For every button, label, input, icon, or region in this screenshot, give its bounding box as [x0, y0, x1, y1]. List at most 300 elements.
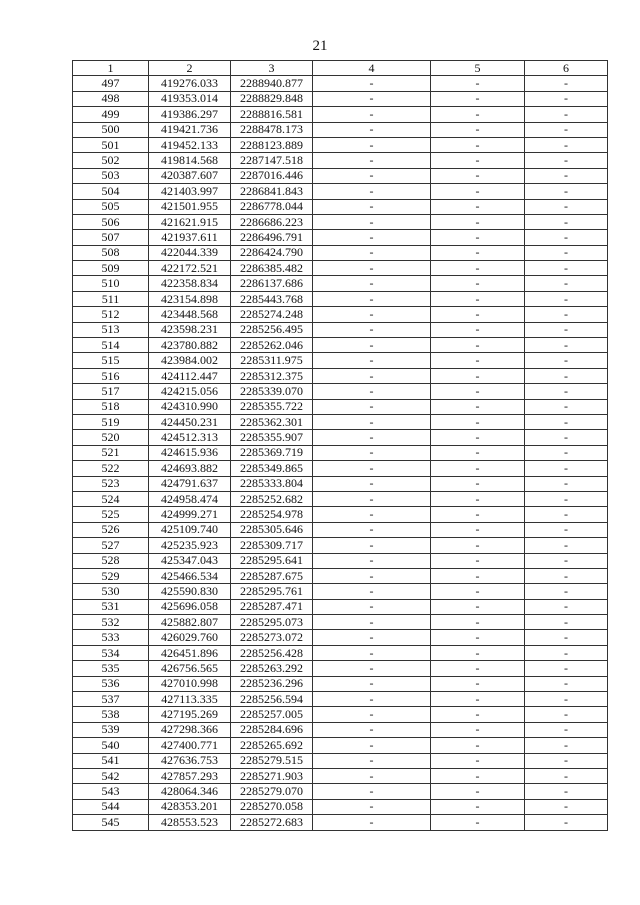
- table-cell-col-6: -: [525, 815, 608, 830]
- table-cell-col-1: 520: [73, 430, 149, 445]
- table-cell-col-2: 426756.565: [149, 661, 231, 676]
- table-cell-col-6: -: [525, 199, 608, 214]
- table-cell-col-3: 2285257.005: [231, 707, 313, 722]
- table-cell-col-2: 423598.231: [149, 322, 231, 337]
- table-cell-col-1: 515: [73, 353, 149, 368]
- table-cell-col-6: -: [525, 322, 608, 337]
- table-cell-col-5: -: [431, 522, 525, 537]
- table-cell-col-4: -: [313, 384, 431, 399]
- table-cell-col-3: 2285295.761: [231, 584, 313, 599]
- table-cell-col-3: 2285287.675: [231, 568, 313, 583]
- table-row: [73, 430, 608, 445]
- table-cell-col-5: -: [431, 461, 525, 476]
- table-cell-col-4: -: [313, 491, 431, 506]
- table-cell-col-1: 526: [73, 522, 149, 537]
- table-cell-col-4: -: [313, 738, 431, 753]
- table-cell-col-2: 425347.043: [149, 553, 231, 568]
- table-cell-col-2: 425696.058: [149, 599, 231, 614]
- table-row: [73, 584, 608, 599]
- table-cell-col-1: 500: [73, 122, 149, 137]
- table-cell-col-6: -: [525, 137, 608, 152]
- table-cell-col-6: -: [525, 645, 608, 660]
- table-cell-col-3: 2285309.717: [231, 538, 313, 553]
- table-cell-col-2: 419452.133: [149, 137, 231, 152]
- table-row: [73, 692, 608, 707]
- table-cell-col-4: -: [313, 599, 431, 614]
- table-row: [73, 476, 608, 491]
- table-cell-col-3: 2288816.581: [231, 107, 313, 122]
- table-cell-col-2: 426029.760: [149, 630, 231, 645]
- table-cell-col-1: 528: [73, 553, 149, 568]
- table-cell-col-3: 2285270.058: [231, 799, 313, 814]
- table-cell-col-1: 543: [73, 784, 149, 799]
- table-cell-col-1: 497: [73, 76, 149, 91]
- table-cell-col-4: -: [313, 91, 431, 106]
- table-cell-col-4: -: [313, 214, 431, 229]
- table-cell-col-3: 2285295.641: [231, 553, 313, 568]
- table-cell-col-5: -: [431, 692, 525, 707]
- table-cell-col-5: -: [431, 599, 525, 614]
- table-cell-col-5: -: [431, 322, 525, 337]
- table-cell-col-4: -: [313, 445, 431, 460]
- table-cell-col-1: 522: [73, 461, 149, 476]
- table-cell-col-3: 2285355.907: [231, 430, 313, 445]
- table-cell-col-4: -: [313, 707, 431, 722]
- table-row: [73, 91, 608, 106]
- table-cell-col-4: -: [313, 538, 431, 553]
- table-cell-col-2: 427400.771: [149, 738, 231, 753]
- table-cell-col-1: 524: [73, 491, 149, 506]
- table-cell-col-5: -: [431, 353, 525, 368]
- table-row: [73, 122, 608, 137]
- table-cell-col-1: 539: [73, 722, 149, 737]
- column-header-5: 5: [431, 61, 525, 76]
- table-row: [73, 414, 608, 429]
- table-cell-col-6: -: [525, 445, 608, 460]
- table-cell-col-4: -: [313, 76, 431, 91]
- table-cell-col-1: 527: [73, 538, 149, 553]
- table-cell-col-6: -: [525, 414, 608, 429]
- table-cell-col-5: -: [431, 645, 525, 660]
- table-cell-col-5: -: [431, 368, 525, 383]
- table-cell-col-4: -: [313, 630, 431, 645]
- table-cell-col-6: -: [525, 615, 608, 630]
- table-cell-col-4: -: [313, 476, 431, 491]
- table-row: [73, 261, 608, 276]
- table-cell-col-5: -: [431, 307, 525, 322]
- table-row: [73, 399, 608, 414]
- table-cell-col-6: -: [525, 168, 608, 183]
- table-cell-col-3: 2285236.296: [231, 676, 313, 691]
- table-cell-col-5: -: [431, 768, 525, 783]
- table-row: [73, 153, 608, 168]
- table-cell-col-6: -: [525, 338, 608, 353]
- table-cell-col-5: -: [431, 799, 525, 814]
- table-cell-col-3: 2288478.173: [231, 122, 313, 137]
- table-cell-col-4: -: [313, 322, 431, 337]
- table-cell-col-5: -: [431, 430, 525, 445]
- table-cell-col-5: -: [431, 137, 525, 152]
- table-cell-col-4: -: [313, 815, 431, 830]
- table-cell-col-1: 508: [73, 245, 149, 260]
- table-cell-col-6: -: [525, 476, 608, 491]
- table-cell-col-2: 423154.898: [149, 291, 231, 306]
- table-cell-col-1: 507: [73, 230, 149, 245]
- table-cell-col-2: 422044.339: [149, 245, 231, 260]
- table-cell-col-2: 419386.297: [149, 107, 231, 122]
- table-cell-col-6: -: [525, 584, 608, 599]
- table-cell-col-1: 545: [73, 815, 149, 830]
- table-cell-col-1: 544: [73, 799, 149, 814]
- table-cell-col-6: -: [525, 553, 608, 568]
- table-cell-col-6: -: [525, 214, 608, 229]
- table-row: [73, 137, 608, 152]
- table-cell-col-2: 427857.293: [149, 768, 231, 783]
- table-cell-col-6: -: [525, 153, 608, 168]
- table-cell-col-4: -: [313, 692, 431, 707]
- table-cell-col-4: -: [313, 676, 431, 691]
- table-cell-col-5: -: [431, 538, 525, 553]
- table-header: [73, 61, 608, 76]
- table-cell-col-4: -: [313, 291, 431, 306]
- table-cell-col-3: 2285355.722: [231, 399, 313, 414]
- table-cell-col-4: -: [313, 338, 431, 353]
- table-cell-col-2: 425109.740: [149, 522, 231, 537]
- table-cell-col-4: -: [313, 307, 431, 322]
- table-cell-col-1: 542: [73, 768, 149, 783]
- table-cell-col-4: -: [313, 168, 431, 183]
- table-cell-col-6: -: [525, 461, 608, 476]
- table-cell-col-5: -: [431, 414, 525, 429]
- table-cell-col-4: -: [313, 584, 431, 599]
- table-cell-col-3: 2285263.292: [231, 661, 313, 676]
- table-cell-col-3: 2285443.768: [231, 291, 313, 306]
- table-cell-col-4: -: [313, 137, 431, 152]
- table-cell-col-2: 424791.637: [149, 476, 231, 491]
- table-cell-col-3: 2285254.978: [231, 507, 313, 522]
- table-cell-col-4: -: [313, 615, 431, 630]
- table-cell-col-1: 506: [73, 214, 149, 229]
- table-row: [73, 661, 608, 676]
- table-cell-col-5: -: [431, 722, 525, 737]
- table-cell-col-2: 421403.997: [149, 184, 231, 199]
- table-cell-col-5: -: [431, 630, 525, 645]
- table-cell-col-5: -: [431, 568, 525, 583]
- table-cell-col-1: 510: [73, 276, 149, 291]
- table-cell-col-3: 2286778.044: [231, 199, 313, 214]
- table-cell-col-3: 2285333.804: [231, 476, 313, 491]
- table-cell-col-5: -: [431, 76, 525, 91]
- table-cell-col-1: 512: [73, 307, 149, 322]
- table-cell-col-6: -: [525, 692, 608, 707]
- table-cell-col-1: 505: [73, 199, 149, 214]
- table-cell-col-6: -: [525, 291, 608, 306]
- table-cell-col-2: 425590.830: [149, 584, 231, 599]
- table-cell-col-5: -: [431, 676, 525, 691]
- table-cell-col-3: 2285312.375: [231, 368, 313, 383]
- table-cell-col-4: -: [313, 461, 431, 476]
- table-cell-col-1: 525: [73, 507, 149, 522]
- table-cell-col-6: -: [525, 538, 608, 553]
- table-row: [73, 107, 608, 122]
- table-cell-col-4: -: [313, 722, 431, 737]
- table-cell-col-1: 518: [73, 399, 149, 414]
- table-cell-col-6: -: [525, 276, 608, 291]
- table-cell-col-4: -: [313, 661, 431, 676]
- table-cell-col-1: 537: [73, 692, 149, 707]
- table-cell-col-1: 530: [73, 584, 149, 599]
- table-cell-col-2: 428553.523: [149, 815, 231, 830]
- table-cell-col-2: 424310.990: [149, 399, 231, 414]
- table-cell-col-6: -: [525, 753, 608, 768]
- table-cell-col-3: 2285252.682: [231, 491, 313, 506]
- table-cell-col-3: 2285256.495: [231, 322, 313, 337]
- table-cell-col-3: 2285311.975: [231, 353, 313, 368]
- table-cell-col-5: -: [431, 291, 525, 306]
- table-cell-col-6: -: [525, 107, 608, 122]
- table-cell-col-5: -: [431, 476, 525, 491]
- column-header-2: 2: [149, 61, 231, 76]
- table-cell-col-2: 425466.534: [149, 568, 231, 583]
- table-cell-col-4: -: [313, 122, 431, 137]
- table-cell-col-4: -: [313, 507, 431, 522]
- table-cell-col-4: -: [313, 768, 431, 783]
- column-header-3: 3: [231, 61, 313, 76]
- table-cell-col-2: 419814.568: [149, 153, 231, 168]
- table-cell-col-2: 423984.002: [149, 353, 231, 368]
- table-cell-col-5: -: [431, 491, 525, 506]
- table-cell-col-4: -: [313, 353, 431, 368]
- table-cell-col-4: -: [313, 199, 431, 214]
- table-cell-col-2: 422172.521: [149, 261, 231, 276]
- table-cell-col-4: -: [313, 784, 431, 799]
- table-cell-col-1: 514: [73, 338, 149, 353]
- table-cell-col-3: 2286841.843: [231, 184, 313, 199]
- table-cell-col-4: -: [313, 568, 431, 583]
- table-cell-col-6: -: [525, 184, 608, 199]
- table-row: [73, 707, 608, 722]
- table-cell-col-2: 427113.335: [149, 692, 231, 707]
- table-cell-col-3: 2285265.692: [231, 738, 313, 753]
- table-cell-col-5: -: [431, 784, 525, 799]
- table-cell-col-4: -: [313, 276, 431, 291]
- table-cell-col-6: -: [525, 91, 608, 106]
- table-cell-col-4: -: [313, 184, 431, 199]
- table-row: [73, 445, 608, 460]
- table-cell-col-2: 428064.346: [149, 784, 231, 799]
- table-cell-col-3: 2286137.686: [231, 276, 313, 291]
- table-cell-col-3: 2285305.646: [231, 522, 313, 537]
- table-cell-col-2: 425882.807: [149, 615, 231, 630]
- column-header-4: 4: [313, 61, 431, 76]
- table-cell-col-6: -: [525, 722, 608, 737]
- table-cell-col-2: 419276.033: [149, 76, 231, 91]
- table-cell-col-2: 419353.014: [149, 91, 231, 106]
- table-row: [73, 276, 608, 291]
- table-cell-col-2: 424999.271: [149, 507, 231, 522]
- table-row: [73, 630, 608, 645]
- table-cell-col-1: 513: [73, 322, 149, 337]
- table-cell-col-6: -: [525, 676, 608, 691]
- table-row: [73, 491, 608, 506]
- table-cell-col-4: -: [313, 107, 431, 122]
- table-cell-col-2: 424215.056: [149, 384, 231, 399]
- table-row: [73, 522, 608, 537]
- table-cell-col-6: -: [525, 568, 608, 583]
- table-cell-col-4: -: [313, 153, 431, 168]
- table-cell-col-2: 420387.607: [149, 168, 231, 183]
- table-row: [73, 815, 608, 830]
- table-cell-col-5: -: [431, 753, 525, 768]
- table-cell-col-1: 519: [73, 414, 149, 429]
- table-cell-col-5: -: [431, 168, 525, 183]
- table-row: [73, 230, 608, 245]
- table-cell-col-5: -: [431, 738, 525, 753]
- table-cell-col-4: -: [313, 399, 431, 414]
- table-cell-col-6: -: [525, 799, 608, 814]
- table-cell-col-2: 424112.447: [149, 368, 231, 383]
- table-cell-col-4: -: [313, 799, 431, 814]
- table-row: [73, 245, 608, 260]
- table-cell-col-3: 2285256.428: [231, 645, 313, 660]
- table-row: [73, 322, 608, 337]
- table-row: [73, 753, 608, 768]
- table-cell-col-3: 2285279.515: [231, 753, 313, 768]
- page-number: 21: [312, 38, 328, 54]
- table-cell-col-5: -: [431, 153, 525, 168]
- table-cell-col-3: 2285349.865: [231, 461, 313, 476]
- table-row: [73, 199, 608, 214]
- table-cell-col-4: -: [313, 522, 431, 537]
- table-cell-col-1: 531: [73, 599, 149, 614]
- table-cell-col-2: 424450.231: [149, 414, 231, 429]
- table-cell-col-2: 424693.882: [149, 461, 231, 476]
- table-cell-col-1: 536: [73, 676, 149, 691]
- table-row: [73, 738, 608, 753]
- table-row: [73, 214, 608, 229]
- table-body: [73, 76, 608, 830]
- table-cell-col-3: 2286385.482: [231, 261, 313, 276]
- table-cell-col-3: 2285295.073: [231, 615, 313, 630]
- table-cell-col-3: 2285271.903: [231, 768, 313, 783]
- table-cell-col-4: -: [313, 645, 431, 660]
- column-header-1: 1: [73, 61, 149, 76]
- table-cell-col-1: 502: [73, 153, 149, 168]
- table-cell-col-3: 2288829.848: [231, 91, 313, 106]
- table-cell-col-3: 2288940.877: [231, 76, 313, 91]
- table-cell-col-5: -: [431, 245, 525, 260]
- table-row: [73, 168, 608, 183]
- table-cell-col-2: 425235.923: [149, 538, 231, 553]
- table-cell-col-5: -: [431, 507, 525, 522]
- table-cell-col-6: -: [525, 122, 608, 137]
- table-cell-col-2: 427636.753: [149, 753, 231, 768]
- table-cell-col-4: -: [313, 230, 431, 245]
- table-cell-col-3: 2286424.790: [231, 245, 313, 260]
- table-cell-col-1: 532: [73, 615, 149, 630]
- table-cell-col-6: -: [525, 261, 608, 276]
- table-cell-col-1: 498: [73, 91, 149, 106]
- table-row: [73, 568, 608, 583]
- table-cell-col-5: -: [431, 91, 525, 106]
- table-row: [73, 461, 608, 476]
- table-cell-col-3: 2288123.889: [231, 137, 313, 152]
- table-cell-col-5: -: [431, 707, 525, 722]
- table-cell-col-3: 2286686.223: [231, 214, 313, 229]
- table-cell-col-4: -: [313, 245, 431, 260]
- table-cell-col-2: 423780.882: [149, 338, 231, 353]
- table-cell-col-1: 535: [73, 661, 149, 676]
- table-cell-col-3: 2285284.696: [231, 722, 313, 737]
- table-row: [73, 384, 608, 399]
- table-cell-col-2: 424958.474: [149, 491, 231, 506]
- table-row: [73, 368, 608, 383]
- table-cell-col-6: -: [525, 430, 608, 445]
- table-cell-col-6: -: [525, 522, 608, 537]
- table-cell-col-5: -: [431, 276, 525, 291]
- table-cell-col-1: 534: [73, 645, 149, 660]
- table-cell-col-4: -: [313, 753, 431, 768]
- table-cell-col-4: -: [313, 414, 431, 429]
- table-cell-col-2: 427195.269: [149, 707, 231, 722]
- table-cell-col-3: 2285279.070: [231, 784, 313, 799]
- table-cell-col-6: -: [525, 738, 608, 753]
- table-cell-col-3: 2285369.719: [231, 445, 313, 460]
- table-cell-col-5: -: [431, 214, 525, 229]
- table-cell-col-1: 516: [73, 368, 149, 383]
- table-row: [73, 538, 608, 553]
- table-cell-col-6: -: [525, 784, 608, 799]
- table-cell-col-5: -: [431, 184, 525, 199]
- table-cell-col-2: 419421.736: [149, 122, 231, 137]
- table-cell-col-2: 422358.834: [149, 276, 231, 291]
- table-cell-col-5: -: [431, 615, 525, 630]
- table-cell-col-1: 523: [73, 476, 149, 491]
- table-cell-col-3: 2285272.683: [231, 815, 313, 830]
- table-cell-col-1: 533: [73, 630, 149, 645]
- table-row: [73, 645, 608, 660]
- table-cell-col-5: -: [431, 815, 525, 830]
- table-cell-col-3: 2287016.446: [231, 168, 313, 183]
- table-cell-col-6: -: [525, 384, 608, 399]
- table-cell-col-2: 424615.936: [149, 445, 231, 460]
- table-cell-col-6: -: [525, 707, 608, 722]
- table-cell-col-2: 427298.366: [149, 722, 231, 737]
- table-cell-col-6: -: [525, 399, 608, 414]
- table-row: [73, 184, 608, 199]
- table-cell-col-1: 504: [73, 184, 149, 199]
- table-cell-col-5: -: [431, 384, 525, 399]
- table-cell-col-4: -: [313, 368, 431, 383]
- table-cell-col-1: 541: [73, 753, 149, 768]
- table-cell-col-6: -: [525, 768, 608, 783]
- coordinates-table: [72, 60, 608, 831]
- column-header-6: 6: [525, 61, 608, 76]
- table-cell-col-2: 427010.998: [149, 676, 231, 691]
- table-cell-col-1: 517: [73, 384, 149, 399]
- table-cell-col-5: -: [431, 122, 525, 137]
- table-cell-col-1: 521: [73, 445, 149, 460]
- table-cell-col-5: -: [431, 261, 525, 276]
- table-cell-col-3: 2285273.072: [231, 630, 313, 645]
- table-cell-col-4: -: [313, 553, 431, 568]
- table-cell-col-6: -: [525, 76, 608, 91]
- table-cell-col-2: 424512.313: [149, 430, 231, 445]
- table-row: [73, 676, 608, 691]
- table-row: [73, 553, 608, 568]
- table-cell-col-3: 2285274.248: [231, 307, 313, 322]
- table-cell-col-5: -: [431, 107, 525, 122]
